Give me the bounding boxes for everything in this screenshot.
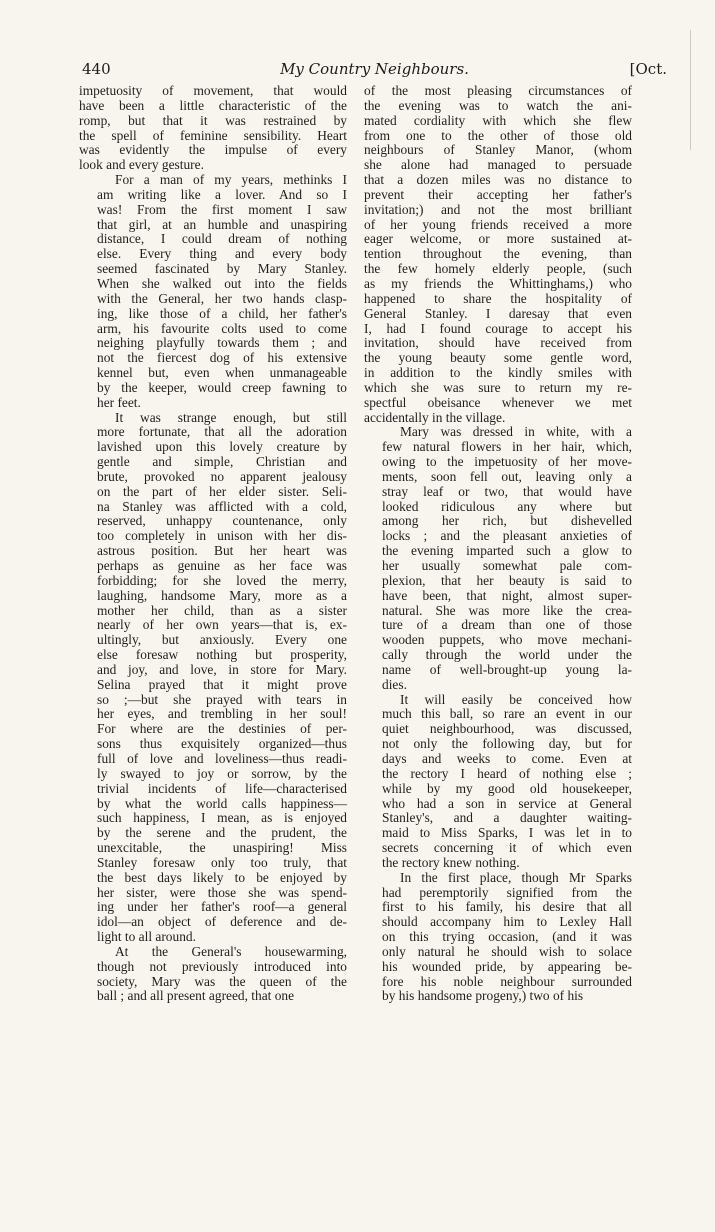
text-line: secrets concerning it of which even [382, 840, 632, 856]
text-line: ly swayed to joy or sorrow, by the [97, 765, 347, 781]
paragraph [364, 871, 632, 1005]
running-month: [Oct. [629, 60, 667, 78]
text-line: on the part of her elder sister. Seli- [97, 483, 347, 499]
paragraph [79, 411, 347, 945]
text-line: seemed fascinated by Mary Stanley. [97, 261, 347, 277]
text-line: light to all around. [97, 929, 196, 945]
text-line: name of well-brought-up young la- [382, 661, 632, 677]
text-line: though not previously introduced into [97, 958, 347, 974]
text-line: she alone had managed to persuade [364, 157, 632, 173]
text-line: mated cordiality with which she flew [364, 112, 632, 128]
text-line: should accompany him to Lexley Hall [382, 914, 632, 930]
text-line: na Stanley was afflicted with a cold, [97, 498, 347, 514]
text-line: For a man of my years, methinks I [115, 172, 347, 188]
text-line: stray leaf or two, that would have [382, 483, 632, 499]
text-line: her eyes, and trembling in her soul! [97, 706, 347, 722]
text-line: as my friends the Whittinghams,) who [364, 275, 632, 291]
text-line: Selina prayed that it might prove [97, 676, 347, 692]
text-line: prevent their accepting her father's [364, 186, 632, 202]
text-line: the rectory knew nothing. [382, 854, 520, 870]
text-line: wooden puppets, who move mechani- [382, 632, 632, 648]
left-text-column [79, 84, 347, 1004]
text-line: General Stanley. I daresay that even [364, 305, 632, 321]
text-line: am writing like a lover. And so I [97, 186, 347, 202]
text-line: and joy, and love, in store for Mary. [97, 661, 347, 677]
text-line: not only the following day, but for [382, 736, 632, 752]
text-line: her sister, were those she was spend- [97, 884, 347, 900]
text-line: impetuosity of movement, that would [79, 83, 347, 98]
text-line: which she was sure to return my re- [364, 379, 632, 395]
text-line: else foresaw nothing but prosperity, [97, 647, 347, 663]
paragraph [79, 173, 347, 411]
text-line: the rectory I heard of nothing else ; [382, 765, 632, 781]
text-line: idol—an object of deference and de- [97, 914, 347, 930]
right-text-column [364, 84, 632, 1004]
text-line: of the most pleasing circumstances of [364, 83, 632, 98]
text-line: who had a son in service at General [382, 795, 632, 811]
text-line: nearly of her own years—that is, ex- [97, 617, 347, 633]
text-line: invitation, should have received from [364, 335, 632, 351]
text-line: I, had I found courage to accept his [364, 320, 632, 336]
text-line: so ;—but she prayed with tears in [97, 691, 347, 707]
text-line: gentle and simple, Christian and [97, 454, 347, 470]
text-line: more fortunate, that all the adoration [97, 424, 347, 440]
text-line: was! From the first moment I saw [97, 201, 347, 217]
text-line: invitation;) and not the most brilliant [364, 201, 632, 217]
text-line: in addition to the kindly smiles with [364, 365, 632, 381]
text-line: romp, but that it was restrained by [79, 112, 347, 128]
running-header [82, 60, 667, 82]
text-line: It will easily be conceived how [400, 691, 632, 707]
text-line: with the General, her two hands clasp- [97, 290, 347, 306]
text-line: the evening imparted such a glow to [382, 543, 632, 559]
text-line: full of love and loveliness—thus readi- [97, 750, 347, 766]
text-line: first to his family, his desire that all [382, 899, 632, 915]
text-line: that a dozen miles was no distance to [364, 172, 632, 188]
text-line: by the serene and the prudent, the [97, 825, 347, 841]
text-line: spectful obeisance whenever we met [364, 394, 632, 410]
text-line: It was strange enough, but still [115, 409, 347, 425]
text-line: For where are the destinies of per- [97, 721, 347, 737]
text-line: have been, that night, almost super- [382, 587, 632, 603]
text-line: that girl, at an humble and unaspiring [97, 216, 347, 232]
text-line: neighing playfully towards them ; and [97, 335, 347, 351]
text-line: owing to the impetuosity of her move- [382, 454, 632, 470]
text-line: was evidently the impulse of every [79, 142, 347, 158]
text-line: from one to the other of those old [364, 127, 632, 143]
text-line: mother her child, than as a sister [97, 602, 347, 618]
text-line: maid to Miss Sparks, I was let in to [382, 825, 632, 841]
text-line: In the first place, though Mr Sparks [400, 869, 632, 885]
text-line: few natural flowers in her hair, which, [382, 439, 632, 455]
text-line: plexion, that her beauty is said to [382, 572, 632, 588]
text-line: ments, soon fell out, leaving only a [382, 468, 632, 484]
text-line: brute, provoked no apparent jealousy [97, 468, 347, 484]
text-line: dies. [382, 676, 407, 692]
text-line: not the fiercest dog of his extensive [97, 350, 347, 366]
text-line: ball ; and all present agreed, that one [97, 988, 295, 1004]
text-line: of her young friends received a more [364, 216, 632, 232]
page-edge-rule [690, 30, 691, 150]
text-line: ture of a dream than one of those [382, 617, 632, 633]
text-line: much this ball, so rare an event in our [382, 706, 632, 722]
text-line: laughing, handsome Mary, more as a [97, 587, 347, 603]
paragraph [364, 425, 632, 692]
page-number: 440 [82, 60, 111, 78]
text-line: Mary was dressed in white, with a [400, 424, 632, 440]
paragraph [364, 693, 632, 871]
text-line: When she walked out into the fields [97, 275, 347, 291]
text-line: the spell of feminine sensibility. Heart [79, 127, 347, 143]
text-line: only natural he should wish to solace [382, 943, 632, 959]
text-line: reserved, unhappy countenance, only [97, 513, 347, 529]
text-line: Stanley foresaw only too truly, that [97, 854, 347, 870]
text-line: locks ; and the pleasant anxieties of [382, 528, 632, 544]
text-line: ing under her father's roof—a general [97, 899, 347, 915]
text-line: such happiness, I mean, as is enjoyed [97, 810, 347, 826]
text-line: tention throughout the evening, than [364, 246, 632, 262]
text-line: neighbours of Stanley Manor, (whom [364, 142, 632, 158]
text-line: forbidding; for she loved the merry, [97, 572, 347, 588]
text-line: cally through the world under the [382, 647, 632, 663]
text-line: by the keeper, would creep fawning to [97, 379, 347, 395]
text-line: astrous position. But her heart was [97, 543, 347, 559]
paragraph [79, 84, 347, 173]
text-line: accidentally in the village. [364, 409, 506, 425]
text-line: ultingly, but anxiously. Every one [97, 632, 347, 648]
text-line: kennel but, even when unmanageable [97, 365, 347, 381]
text-line: trivial incidents of life—characterised [97, 780, 347, 796]
paragraph [364, 84, 632, 425]
text-line: her feet. [97, 394, 141, 410]
text-line: among her rich, but dishevelled [382, 513, 632, 529]
text-line: distance, I could dream of nothing [97, 231, 347, 247]
text-line: fore his noble neighbour surrounded [382, 973, 632, 989]
text-line: days and weeks to come. Even at [382, 750, 632, 766]
text-line: the best days likely to be enjoyed by [97, 869, 347, 885]
text-line: the evening was to watch the ani- [364, 97, 632, 113]
text-line: too completely in unison with her dis- [97, 528, 347, 544]
text-line: had peremptorily signified from the [382, 884, 632, 900]
text-line: the few homely elderly people, (such [364, 261, 632, 277]
text-line: the young beauty some gentle word, [364, 350, 632, 366]
text-line: natural. She was more like the crea- [382, 602, 632, 618]
text-line: perhaps as genuine as her face was [97, 558, 347, 573]
running-title: My Country Neighbours. [280, 60, 469, 78]
text-line: else. Every thing and every body [97, 246, 347, 262]
text-line: by what the world calls happiness— [97, 795, 347, 811]
text-line: by his handsome progeny,) two of his [382, 988, 584, 1004]
paragraph [79, 945, 347, 1004]
text-line: arm, his favourite colts used to come [97, 320, 347, 336]
text-line: looked ridiculous any where but [382, 498, 632, 514]
text-line: have been a little characteristic of the [79, 97, 347, 113]
text-line: Stanley's, and a daughter waiting- [382, 810, 632, 826]
text-line: her usually somewhat pale com- [382, 558, 632, 573]
text-line: At the General's housewarming, [115, 943, 347, 959]
text-line: sons thus exquisitely organized—thus [97, 736, 347, 752]
text-line: on this trying occasion, (and it was [382, 929, 632, 945]
text-line: unexcitable, the unaspiring! Miss [97, 840, 347, 856]
text-line: lavished upon this lovely creature by [97, 439, 347, 455]
text-line: eager welcome, or more sustained at- [364, 231, 632, 247]
text-line: ing, like those of a child, her father's [97, 305, 347, 321]
text-line: happened to share the hospitality of [364, 290, 632, 306]
text-line: society, Mary was the queen of the [97, 973, 347, 989]
text-line: while by my good old housekeeper, [382, 780, 632, 796]
text-line: his wounded pride, by appearing be- [382, 958, 632, 974]
text-line: quiet neighbourhood, was discussed, [382, 721, 632, 737]
text-line: look and every gesture. [79, 157, 204, 173]
